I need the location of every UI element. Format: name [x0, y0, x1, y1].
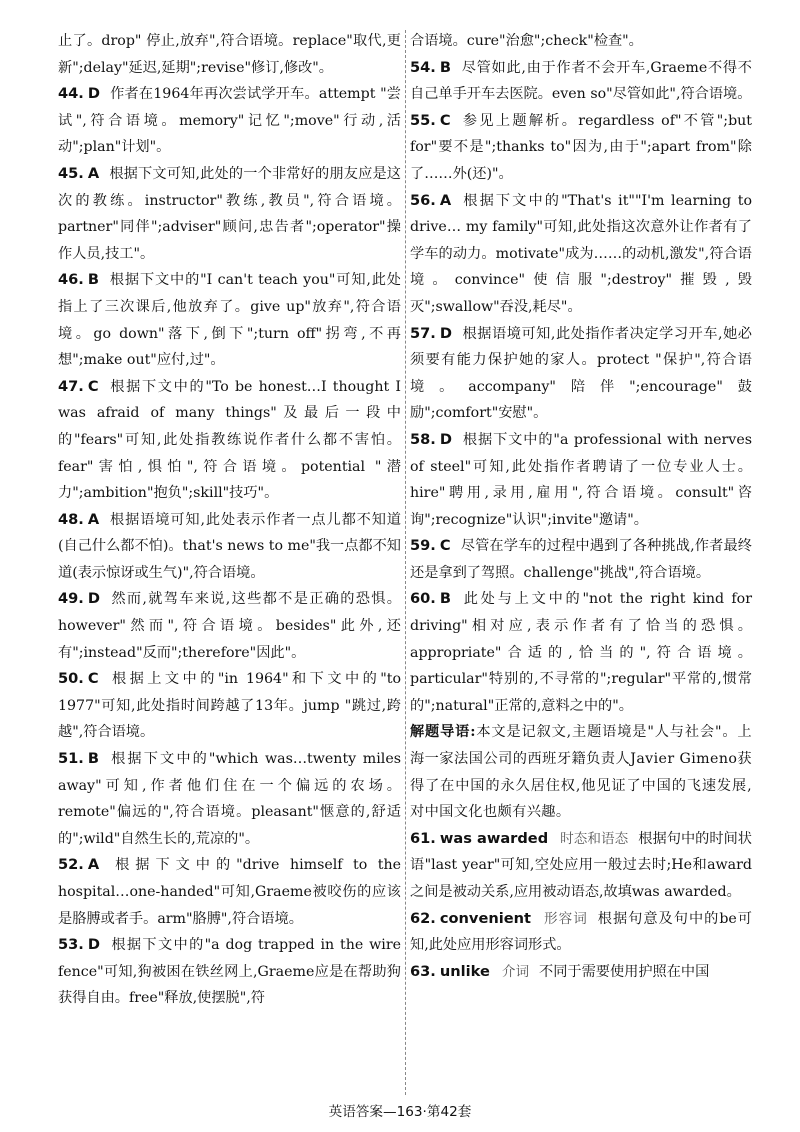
entry-number: 52. — [58, 856, 84, 874]
entry-answer: B — [439, 590, 451, 608]
answer-entry-46 — [58, 267, 401, 373]
answer-entry-59 — [410, 533, 752, 586]
entry-explanation: 根据语境可知,此处指作者决定学习开车,她必须要有能力保护她的家人。protect "保护",符合语境。accompany"陪伴";encourage"鼓励";comfort"安慰"。 — [410, 325, 752, 422]
entry-number: 55. — [410, 111, 436, 129]
entry-answer: C — [439, 537, 451, 555]
entry-number: 46. — [58, 271, 84, 289]
guide-text: 本文是记叙文,主题语境是"人与社会"。上海一家法国公司的西班牙籍负责人Javier Gimeno获得了在中国的永久居住权,他见证了中国的飞速发展,对中国文化也颇有兴趣。 — [410, 724, 752, 821]
entry-explanation: 根据下文中的"a dog trapped in the wire fence"可知,狗被困在铁丝网上,Graeme应是在帮助狗获得自由。free"释放,使摆脱",符 — [58, 937, 401, 1007]
answer-entry-56 — [410, 188, 752, 321]
answer-entry-55 — [410, 108, 752, 188]
column-divider — [405, 30, 406, 1095]
left-column — [58, 28, 401, 1012]
entry-answer: C — [439, 111, 451, 129]
entry-number: 56. — [410, 191, 436, 209]
entry-answer: D — [87, 590, 100, 608]
entry-number: 44. — [58, 85, 84, 103]
guide-heading: 解题导语: — [410, 724, 476, 741]
grammar-tag: 形容词 — [543, 910, 588, 927]
entry-number: 54. — [410, 58, 436, 76]
entry-explanation: 根据下文中的"a professional with nerves of steel"可知,此处指作者聘请了一位专业人士。hire"聘用,录用,雇用",符合语境。consult"咨询";recognize"认识";invite"邀请"。 — [410, 431, 752, 528]
entry-number: 62. — [410, 909, 436, 927]
answer-entry-58 — [410, 427, 752, 533]
entry-answer: C — [87, 377, 99, 395]
right-intro-text: 合语境。cure"治愈";check"检查"。 — [410, 33, 643, 49]
entry-answer: B — [439, 58, 451, 76]
answer-entry-54 — [410, 55, 752, 108]
entry-number: 50. — [58, 670, 84, 688]
entry-number: 49. — [58, 590, 84, 608]
entry-explanation: 然而,就驾车来说,这些都不是正确的恐惧。however"然而",符合语境。besides"此外,还有";instead"反而";therefore"因此"。 — [58, 591, 401, 661]
entry-answer: B — [87, 271, 99, 289]
entry-number: 51. — [58, 750, 84, 768]
entry-explanation: 根据语境可知,此处表示作者一点儿都不知道(自己什么都不怕)。that's news to me"我一点都不知道(表示惊讶或生气)",符合语境。 — [58, 511, 401, 581]
entry-number: 47. — [58, 377, 84, 395]
entry-explanation: 根据下文中的"which was…twenty miles away"可知,作者他们住在一个偏远的农场。remote"偏远的",符合语境。pleasant"惬意的,舒适的";wild"自然生长的,荒凉的"。 — [58, 751, 401, 847]
entry-answer: D — [87, 936, 100, 954]
page-footer: 英语答案—163·第42套 — [328, 1104, 472, 1120]
entry-answer: A — [439, 191, 452, 209]
entry-explanation: 根据句中的时间状语"last year"可知,空处应用一般过去时;He和award之间是被动关系,应用被动语态,故填was awarded。 — [410, 830, 752, 900]
entry-number: 60. — [410, 590, 436, 608]
answer-entry-49 — [58, 586, 401, 666]
answer-entry-53 — [58, 932, 401, 1012]
entry-number: 57. — [410, 324, 436, 342]
entry-answer: D — [87, 85, 100, 103]
fill-entry-63 — [410, 959, 752, 986]
entry-explanation: 此处与上文中的"not the right kind for driving"相对应,表示作者有了恰当的恐惧。appropriate"合适的,恰当的",符合语境。particular"特别的,不寻常的";regular"平常的,惯常的";natural"正常的,意料之中的"。 — [410, 591, 752, 714]
entry-answer: unlike — [439, 962, 490, 980]
fill-entry-61 — [410, 826, 752, 906]
entry-answer: convenient — [439, 909, 531, 927]
answer-entry-52 — [58, 852, 401, 932]
answer-entry-51 — [58, 746, 401, 852]
entry-explanation: 根据下文中的"drive himself to the hospital…one-handed"可知,Graeme被咬伤的应该是胳膊或者手。arm"胳膊",符合语境。 — [58, 857, 401, 927]
entry-explanation: 尽管在学车的过程中遇到了各种挑战,作者最终还是拿到了驾照。challenge"挑战",符合语境。 — [410, 538, 752, 581]
entry-number: 59. — [410, 537, 436, 555]
passage-guide — [410, 719, 752, 825]
entry-explanation: 根据下文中的"I can't teach you"可知,此处指上了三次课后,他放弃了。give up"放弃",符合语境。go down"落下,倒下";turn off"拐弯,不再想";make out"应付,过"。 — [58, 272, 401, 369]
entry-explanation: 根据句意及句中的be可知,此处应用形容词形式。 — [410, 910, 752, 954]
answer-entry-45 — [58, 161, 401, 267]
answer-entry-47 — [58, 374, 401, 507]
right-column — [410, 28, 752, 985]
entry-number: 45. — [58, 164, 84, 182]
answer-entry-57 — [410, 321, 752, 427]
entry-answer: D — [439, 324, 452, 342]
grammar-tag: 时态和语态 — [560, 830, 629, 847]
entry-explanation: 根据上文中的"in 1964"和下文中的"to 1977"可知,此处指时间跨越了13年。jump "跳过,跨越",符合语境。 — [58, 671, 401, 741]
entry-explanation: 根据下文中的"That's it""I'm learning to drive… my family"可知,此处指这次意外让作者有了学车的动力。motivate"成为……的动机,激发",符合语境。convince"使信服";destroy"摧毁,毁灭";swallow"吞没,耗尽"。 — [410, 192, 752, 315]
entry-answer: D — [439, 430, 452, 448]
entry-answer: C — [87, 670, 99, 688]
entry-answer: was awarded — [439, 829, 549, 847]
entry-answer: A — [87, 856, 100, 874]
entry-number: 53. — [58, 936, 84, 954]
entry-explanation: 尽管如此,由于作者不会开车,Graeme不得不自己单手开车去医院。even so"尽管如此",符合语境。 — [410, 59, 752, 103]
entry-number: 58. — [410, 430, 436, 448]
entry-number: 63. — [410, 962, 436, 980]
fill-entry-62 — [410, 906, 752, 959]
entry-explanation: 参见上题解析。regardless of"不管";but for"要不是";thanks to"因为,由于";apart from"除了……外(还)"。 — [410, 112, 752, 182]
entry-answer: B — [87, 750, 99, 768]
entry-answer: A — [87, 164, 100, 182]
entry-answer: A — [87, 510, 100, 528]
left-intro-text: 止了。drop" 停止,放弃",符合语境。replace"取代,更新";delay"延迟,延期";revise"修订,修改"。 — [58, 33, 401, 76]
answer-entry-44 — [58, 81, 401, 161]
answer-entry-48 — [58, 507, 401, 587]
entry-explanation: 不同于需要使用护照在中国 — [539, 963, 710, 980]
entry-number: 61. — [410, 829, 436, 847]
entry-number: 48. — [58, 510, 84, 528]
entry-explanation: 根据下文可知,此处的一个非常好的朋友应是这次的教练。instructor"教练,教员",符合语境。partner"同伴";adviser"顾问,忠告者";operator"操作人员,技工"。 — [58, 165, 401, 262]
answer-entry-50 — [58, 666, 401, 746]
entry-explanation: 作者在1964年再次尝试学开车。attempt "尝试",符合语境。memory"记忆";move"行动,活动";plan"计划"。 — [58, 86, 401, 156]
grammar-tag: 介词 — [501, 963, 530, 980]
answer-entry-60 — [410, 586, 752, 719]
entry-explanation: 根据下文中的"To be honest…I thought I was afraid of many things"及最后一段中的"fears"可知,此处指教练说作者什么都不害怕。fear"害怕,惧怕",符合语境。potential "潜力";ambition"抱负";skill"技巧"。 — [58, 378, 401, 502]
